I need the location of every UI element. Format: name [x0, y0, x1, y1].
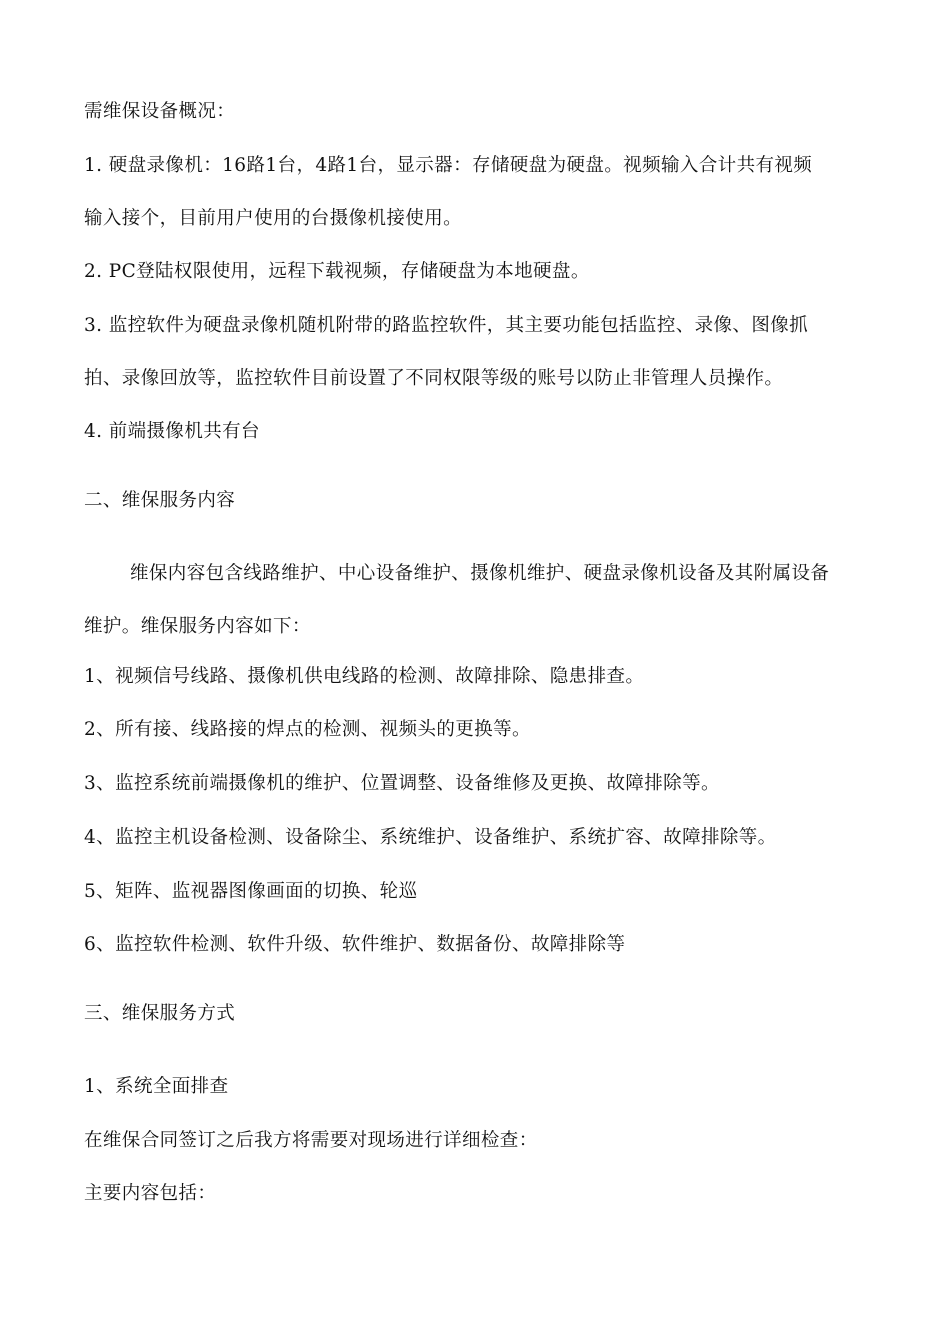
section-3-line-1: 在维保合同签订之后我方将需要对现场进行详细检查： [84, 1130, 538, 1151]
section-2-item-6: 6、监控软件检测、软件升级、软件维护、数据备份、故障排除等 [84, 934, 626, 955]
section-2-item-3: 3、监控系统前端摄像机的维护、位置调整、设备维修及更换、故障排除等。 [84, 773, 720, 794]
overview-item-2: 2. PC登陆权限使用，远程下载视频，存储硬盘为本地硬盘。 [84, 261, 590, 282]
section-2-item-5: 5、矩阵、监视器图像画面的切换、轮巡 [84, 881, 418, 902]
section-2-intro-line-2: 维护。维保服务内容如下： [84, 616, 311, 637]
section-2-item-4: 4、监控主机设备检测、设备除尘、系统维护、设备维护、系统扩容、故障排除等。 [84, 827, 777, 848]
section-3-subheading-1: 1、系统全面排查 [84, 1076, 229, 1097]
overview-item-1-line-2: 输入接个，目前用户使用的台摄像机接使用。 [84, 208, 463, 229]
overview-item-4: 4. 前端摄像机共有台 [84, 421, 260, 442]
overview-item-3-line-1: 3. 监控软件为硬盘录像机随机附带的路监控软件，其主要功能包括监控、录像、图像抓 [84, 315, 809, 336]
overview-heading: 需维保设备概况： [84, 101, 236, 122]
section-2-intro-line-1: 维保内容包含线路维护、中心设备维护、摄像机维护、硬盘录像机设备及其附属设备 [130, 563, 830, 584]
overview-item-1-line-1: 1. 硬盘录像机：16路1台，4路1台，显示器：存储硬盘为硬盘。视频输入合计共有视频 [84, 155, 813, 176]
section-2-item-1: 1、视频信号线路、摄像机供电线路的检测、故障排除、隐患排查。 [84, 666, 645, 687]
section-2-heading: 二、维保服务内容 [84, 490, 236, 511]
section-2-item-2: 2、所有接、线路接的焊点的检测、视频头的更换等。 [84, 719, 531, 740]
section-3-heading: 三、维保服务方式 [84, 1003, 236, 1024]
overview-item-3-line-2: 拍、录像回放等，监控软件目前设置了不同权限等级的账号以防止非管理人员操作。 [84, 368, 784, 389]
section-3-line-2: 主要内容包括： [84, 1183, 217, 1204]
